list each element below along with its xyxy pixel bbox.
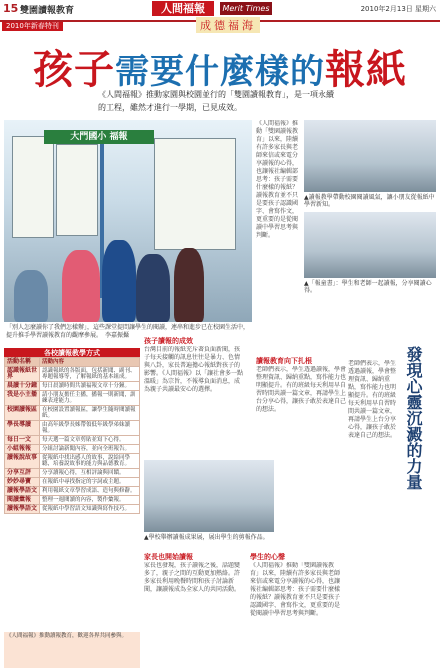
activity-name: 我是小主播 — [5, 391, 40, 406]
table-row — [5, 436, 140, 445]
activity-description: 認識報紙的各版面，包括新聞、副刊、專題報導等，了解報紙的基本組成。 — [40, 367, 140, 382]
page-number: 15 — [3, 2, 19, 15]
table-header-row — [5, 358, 140, 367]
student-figure — [102, 240, 136, 322]
table-row — [5, 406, 140, 421]
table-row — [5, 469, 140, 478]
activity-description: 從報紙中學習語文知識與寫作技巧。 — [40, 505, 140, 514]
activity-name: 分享互評 — [5, 469, 40, 478]
student-figure — [14, 270, 48, 322]
vertical-heading: 發現心靈沉澱的力量 — [404, 346, 423, 490]
headline-part1: 孩子 — [33, 46, 115, 93]
activity-name: 活動名稱 — [5, 358, 40, 367]
activity-name: 校園讀報區 — [5, 406, 40, 421]
table-row — [5, 496, 140, 505]
activity-description: 分組討論新聞內容，並向全班報告。 — [40, 445, 140, 454]
reading-photo — [304, 212, 436, 278]
exhibit-photo — [144, 460, 274, 532]
activity-description: 利用報紙文章學習成語、造句與修辭。 — [40, 487, 140, 496]
article-column: 台灣目前的報紙充斥著負面新聞，孩子每天接觸的訊息往往是暴力、色情與八卦，家長普遍擔心報紙對孩子的影響。《人間福報》以「讓社會多一點溫暖」為宗旨，不報導負面消息，成為親子共讀最安心的選擇。 — [144, 346, 244, 393]
student-figure — [136, 254, 170, 322]
table-row — [5, 421, 140, 436]
display-board — [154, 138, 236, 250]
activity-name: 學長導讀 — [5, 421, 40, 436]
table-row — [5, 391, 140, 406]
issue-date: 2010年2月13日 星期六 — [360, 5, 436, 13]
brand-english: Merit Times — [220, 2, 272, 15]
photo-caption: 「別人怎麼讀你了我們怎樣辦」，這些課堂提問讓學生的閱讀，連串和進步已在校園生活中，提升推手學習讀報教育的觀摩參展。 李嘉振攝 — [6, 324, 250, 339]
activity-description: 從報紙中找出感人的故事，說給同學聽，培養說故事的能力與品德教育。 — [40, 454, 140, 469]
activity-description: 每日晨讀時間共讀福報文章十分鐘。 — [40, 382, 140, 391]
special-issue-kicker: 2010年新春特刊 — [2, 22, 63, 31]
article-column: 家長也發現，孩子讀報之後，話題變多了，親子之間的互動更加熱絡。許多家長利用晚餐時間和孩子討論新聞，讓讀報成為全家人的共同活動。 — [144, 562, 241, 593]
student-figure — [174, 248, 204, 322]
headline-part3: 報紙 — [325, 46, 407, 93]
footer-note: 《人間福報》推動讀報教育，歡迎各界共同參與。 — [4, 632, 140, 668]
table-row — [5, 445, 140, 454]
main-photo — [4, 120, 252, 322]
table-row — [5, 487, 140, 496]
student-figure — [62, 250, 100, 322]
activity-description: 分享讀報心得，互相評論與回饋。 — [40, 469, 140, 478]
article-column: 老師們表示，學生透過讀報，學會整理資訊、歸納重點，寫作能力也明顯提升。有的班級每天利用早自習時間共讀一篇文章，再請學生上台分享心得，讓孩子敢於表達自己的想法。 — [348, 360, 397, 439]
activity-name: 讀報學語文 — [5, 505, 40, 514]
section-title: 雙園讀報教育 — [20, 6, 75, 16]
classroom-photo — [304, 120, 436, 192]
activity-name: 晨讀十分鐘 — [5, 382, 40, 391]
headline-part2: 需要什麼樣的 — [115, 52, 325, 92]
photo-stack — [304, 120, 436, 320]
activity-description: 在校園設置讀報區，讓學生隨時閱讀報紙。 — [40, 406, 140, 421]
table-row — [5, 454, 140, 469]
display-board — [56, 144, 98, 236]
table-title: 各校讀報教學方式 — [4, 348, 140, 358]
article-column: 《人間福報》推動「雙園讀報教育」以來，陸續有許多家長與老師來信或來電分享讀報的心得，也讓報社編輯部思考：孩子需要什麼樣的報紙？讀報教育並不只是要孩子認識國字、會寫作文，更重要的是從閱讀中學習思考與判斷。 — [256, 120, 299, 239]
activity-name: 讀報說故事 — [5, 454, 40, 469]
table-row — [5, 382, 140, 391]
lede-paragraph: 《人間福報》推動家園與校園並行的「雙園讀報教育」，是一項永續的工程，雖然才進行一學期，已見成效。 — [98, 90, 334, 112]
activity-description: 在報紙中尋找指定的字詞或主題。 — [40, 478, 140, 487]
photo-caption: ▲讀報教學帶動校園閱讀風氣，讓小朋友從報紙中學習新知。 — [304, 194, 435, 208]
table-row — [5, 505, 140, 514]
activity-name: 讀報學語文 — [5, 487, 40, 496]
article-column: 老師們表示，學生透過讀報，學會整理資訊、歸納重點，寫作能力也明顯提升。有的班級每天利用早自習時間共讀一篇文章，再請學生上台分享心得，讓孩子敢於表達自己的想法。 — [256, 366, 346, 413]
activity-name: 妙妙尋寶 — [5, 478, 40, 487]
activity-description: 整理一週閱讀的內容，製作彙報。 — [40, 496, 140, 505]
article-column: 《人間福報》推動「雙園讀報教育」以來，陸續有許多家長與老師來信或來電分享讀報的心得，也讓報社編輯部思考：孩子需要什麼樣的報紙？讀報教育並不只是要孩子認識國字、會寫作文，更重要的是從閱讀中學習思考與判斷。 — [250, 562, 340, 617]
teaching-methods-table — [4, 357, 140, 514]
page-headline — [0, 38, 440, 95]
table-row — [5, 367, 140, 382]
activity-description: 活動內容 — [40, 358, 140, 367]
subheading: 讀報教育向下扎根 — [256, 357, 312, 365]
newspaper-logo: 人間福報 — [152, 1, 214, 16]
article-snippet — [200, 110, 252, 120]
activity-name: 認識報紙世界 — [5, 367, 40, 382]
display-board — [12, 136, 54, 238]
activity-description: 每天選一篇文章剪貼並寫下心得。 — [40, 436, 140, 445]
photo-caption: ▲「報童書」：學生和老師一起讀報，分享閱讀心得。 — [304, 280, 432, 294]
activity-name: 小組報報 — [5, 445, 40, 454]
photo-caption: ▲學校舉辦讀報成果展，展出學生的剪報作品。 — [144, 534, 269, 541]
subheading: 學生的心聲 — [250, 553, 285, 561]
activity-name: 每日一文 — [5, 436, 40, 445]
activity-description: 請小朋友擔任主播，播報一則新聞，訓練表達能力。 — [40, 391, 140, 406]
motto-banner: 成德福海 — [196, 17, 260, 33]
activity-name: 閱讀彙報 — [5, 496, 40, 505]
subheading: 家長也開始讀報 — [144, 553, 193, 561]
booth-sign: 大門國小 福報 — [44, 130, 154, 144]
subheading: 孩子讀報的成效 — [144, 337, 193, 345]
table-row — [5, 478, 140, 487]
activity-description: 由高年級學長姊帶領低年級學弟妹讀報。 — [40, 421, 140, 436]
